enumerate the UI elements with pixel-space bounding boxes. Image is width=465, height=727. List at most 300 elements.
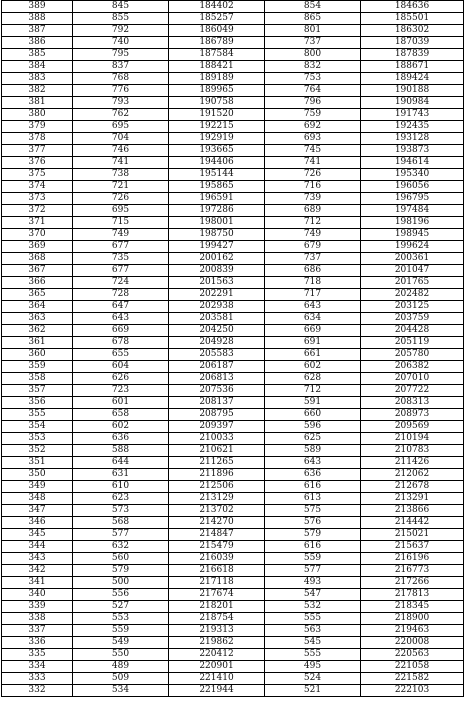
count-b-cell: 737	[265, 253, 361, 265]
count-b-cell: 589	[265, 445, 361, 457]
count-b-cell: 524	[265, 673, 361, 685]
cumulative-b-cell: 202482	[361, 289, 464, 301]
cumulative-a-cell: 218201	[169, 601, 265, 613]
cumulative-b-cell: 192435	[361, 121, 464, 133]
count-a-cell: 837	[73, 61, 169, 73]
count-a-cell: 795	[73, 49, 169, 61]
score-cell: 337	[2, 625, 73, 637]
cumulative-a-cell: 189189	[169, 73, 265, 85]
cumulative-a-cell: 198001	[169, 217, 265, 229]
count-a-cell: 553	[73, 613, 169, 625]
cumulative-b-cell: 217813	[361, 589, 464, 601]
count-b-cell: 686	[265, 265, 361, 277]
table-row	[2, 49, 464, 61]
cumulative-b-cell: 216773	[361, 565, 464, 577]
score-cell: 339	[2, 601, 73, 613]
cumulative-b-cell: 196056	[361, 181, 464, 193]
cumulative-a-cell: 221410	[169, 673, 265, 685]
count-a-cell: 560	[73, 553, 169, 565]
cumulative-b-cell: 205119	[361, 337, 464, 349]
count-b-cell: 575	[265, 505, 361, 517]
cumulative-b-cell: 204428	[361, 325, 464, 337]
count-a-cell: 631	[73, 469, 169, 481]
count-b-cell: 749	[265, 229, 361, 241]
score-cell: 380	[2, 109, 73, 121]
cumulative-a-cell: 216039	[169, 553, 265, 565]
table-row	[2, 169, 464, 181]
cumulative-b-cell: 185501	[361, 13, 464, 25]
cumulative-b-cell: 189424	[361, 73, 464, 85]
cumulative-b-cell: 221058	[361, 661, 464, 673]
count-a-cell: 527	[73, 601, 169, 613]
count-b-cell: 832	[265, 61, 361, 73]
cumulative-a-cell: 200839	[169, 265, 265, 277]
table-row	[2, 469, 464, 481]
table-row	[2, 373, 464, 385]
score-cell: 352	[2, 445, 73, 457]
count-a-cell: 623	[73, 493, 169, 505]
count-a-cell: 644	[73, 457, 169, 469]
count-a-cell: 588	[73, 445, 169, 457]
table-row	[2, 493, 464, 505]
count-b-cell: 712	[265, 385, 361, 397]
table-row	[2, 1, 464, 13]
count-a-cell: 604	[73, 361, 169, 373]
count-b-cell: 495	[265, 661, 361, 673]
count-b-cell: 759	[265, 109, 361, 121]
cumulative-b-cell: 209569	[361, 421, 464, 433]
count-b-cell: 796	[265, 97, 361, 109]
table-row	[2, 361, 464, 373]
cumulative-a-cell: 206813	[169, 373, 265, 385]
count-b-cell: 555	[265, 649, 361, 661]
score-cell: 376	[2, 157, 73, 169]
table-row	[2, 217, 464, 229]
cumulative-b-cell: 190984	[361, 97, 464, 109]
cumulative-b-cell: 212678	[361, 481, 464, 493]
cumulative-a-cell: 204250	[169, 325, 265, 337]
table-row	[2, 601, 464, 613]
count-a-cell: 762	[73, 109, 169, 121]
score-cell: 381	[2, 97, 73, 109]
cumulative-b-cell: 208973	[361, 409, 464, 421]
count-b-cell: 691	[265, 337, 361, 349]
score-cell: 346	[2, 517, 73, 529]
count-b-cell: 745	[265, 145, 361, 157]
cumulative-b-cell: 187839	[361, 49, 464, 61]
cumulative-b-cell: 212062	[361, 469, 464, 481]
count-b-cell: 764	[265, 85, 361, 97]
cumulative-a-cell: 192215	[169, 121, 265, 133]
count-a-cell: 855	[73, 13, 169, 25]
cumulative-b-cell: 203759	[361, 313, 464, 325]
cumulative-a-cell: 212506	[169, 481, 265, 493]
score-cell: 335	[2, 649, 73, 661]
count-a-cell: 568	[73, 517, 169, 529]
count-b-cell: 661	[265, 349, 361, 361]
cumulative-a-cell: 214847	[169, 529, 265, 541]
count-a-cell: 577	[73, 529, 169, 541]
table-row	[2, 577, 464, 589]
table-row	[2, 145, 464, 157]
table-row	[2, 517, 464, 529]
score-cell: 385	[2, 49, 73, 61]
cumulative-a-cell: 208137	[169, 397, 265, 409]
count-b-cell: 679	[265, 241, 361, 253]
score-cell: 373	[2, 193, 73, 205]
table-row	[2, 109, 464, 121]
cumulative-a-cell: 207536	[169, 385, 265, 397]
count-a-cell: 845	[73, 1, 169, 13]
score-cell: 365	[2, 289, 73, 301]
count-b-cell: 693	[265, 133, 361, 145]
cumulative-b-cell: 205780	[361, 349, 464, 361]
cumulative-a-cell: 194406	[169, 157, 265, 169]
count-b-cell: 801	[265, 25, 361, 37]
table-row	[2, 481, 464, 493]
score-cell: 366	[2, 277, 73, 289]
count-a-cell: 724	[73, 277, 169, 289]
table-row	[2, 649, 464, 661]
score-cell: 375	[2, 169, 73, 181]
count-b-cell: 689	[265, 205, 361, 217]
cumulative-a-cell: 184402	[169, 1, 265, 13]
count-a-cell: 695	[73, 121, 169, 133]
cumulative-a-cell: 206187	[169, 361, 265, 373]
count-a-cell: 556	[73, 589, 169, 601]
table-row	[2, 421, 464, 433]
cumulative-a-cell: 189965	[169, 85, 265, 97]
cumulative-a-cell: 200162	[169, 253, 265, 265]
count-b-cell: 596	[265, 421, 361, 433]
count-a-cell: 579	[73, 565, 169, 577]
count-a-cell: 715	[73, 217, 169, 229]
score-cell: 384	[2, 61, 73, 73]
count-a-cell: 601	[73, 397, 169, 409]
count-b-cell: 576	[265, 517, 361, 529]
cumulative-a-cell: 211896	[169, 469, 265, 481]
score-cell: 347	[2, 505, 73, 517]
cumulative-b-cell: 220008	[361, 637, 464, 649]
count-a-cell: 677	[73, 265, 169, 277]
cumulative-b-cell: 220563	[361, 649, 464, 661]
score-cell: 367	[2, 265, 73, 277]
cumulative-b-cell: 188671	[361, 61, 464, 73]
cumulative-b-cell: 221582	[361, 673, 464, 685]
table-row	[2, 313, 464, 325]
table-row	[2, 85, 464, 97]
count-a-cell: 658	[73, 409, 169, 421]
count-a-cell: 746	[73, 145, 169, 157]
table-row	[2, 637, 464, 649]
count-b-cell: 865	[265, 13, 361, 25]
cumulative-b-cell: 218345	[361, 601, 464, 613]
table-row	[2, 121, 464, 133]
table-row	[2, 673, 464, 685]
score-cell: 356	[2, 397, 73, 409]
table-row	[2, 685, 464, 697]
count-b-cell: 555	[265, 613, 361, 625]
table-row	[2, 529, 464, 541]
count-a-cell: 669	[73, 325, 169, 337]
cumulative-b-cell: 197484	[361, 205, 464, 217]
cumulative-a-cell: 213702	[169, 505, 265, 517]
count-b-cell: 602	[265, 361, 361, 373]
count-a-cell: 550	[73, 649, 169, 661]
cumulative-a-cell: 186789	[169, 37, 265, 49]
score-cell: 379	[2, 121, 73, 133]
count-b-cell: 636	[265, 469, 361, 481]
table-row	[2, 397, 464, 409]
count-b-cell: 712	[265, 217, 361, 229]
table-row	[2, 277, 464, 289]
cumulative-a-cell: 214270	[169, 517, 265, 529]
cumulative-b-cell: 200361	[361, 253, 464, 265]
cumulative-a-cell: 216618	[169, 565, 265, 577]
table-row	[2, 349, 464, 361]
score-cell: 364	[2, 301, 73, 313]
table-row	[2, 457, 464, 469]
table-row	[2, 589, 464, 601]
cumulative-a-cell: 219313	[169, 625, 265, 637]
score-cell: 363	[2, 313, 73, 325]
table-row	[2, 565, 464, 577]
score-cell: 371	[2, 217, 73, 229]
cumulative-a-cell: 185257	[169, 13, 265, 25]
count-b-cell: 692	[265, 121, 361, 133]
cumulative-b-cell: 184636	[361, 1, 464, 13]
table-row	[2, 61, 464, 73]
cumulative-b-cell: 186302	[361, 25, 464, 37]
score-cell: 344	[2, 541, 73, 553]
cumulative-a-cell: 220901	[169, 661, 265, 673]
cumulative-a-cell: 199427	[169, 241, 265, 253]
score-cell: 368	[2, 253, 73, 265]
count-b-cell: 577	[265, 565, 361, 577]
count-a-cell: 655	[73, 349, 169, 361]
cumulative-b-cell: 198196	[361, 217, 464, 229]
score-cell: 343	[2, 553, 73, 565]
count-a-cell: 549	[73, 637, 169, 649]
cumulative-b-cell: 218900	[361, 613, 464, 625]
cumulative-a-cell: 191520	[169, 109, 265, 121]
table-row	[2, 325, 464, 337]
cumulative-a-cell: 192919	[169, 133, 265, 145]
cumulative-a-cell: 218754	[169, 613, 265, 625]
cumulative-b-cell: 194614	[361, 157, 464, 169]
cumulative-a-cell: 204928	[169, 337, 265, 349]
score-cell: 345	[2, 529, 73, 541]
count-a-cell: 534	[73, 685, 169, 697]
cumulative-a-cell: 196591	[169, 193, 265, 205]
count-a-cell: 632	[73, 541, 169, 553]
count-a-cell: 738	[73, 169, 169, 181]
score-cell: 332	[2, 685, 73, 697]
table-row	[2, 13, 464, 25]
count-a-cell: 500	[73, 577, 169, 589]
count-b-cell: 613	[265, 493, 361, 505]
table-row	[2, 25, 464, 37]
count-b-cell: 741	[265, 157, 361, 169]
cumulative-b-cell: 199624	[361, 241, 464, 253]
cumulative-b-cell: 217266	[361, 577, 464, 589]
count-a-cell: 636	[73, 433, 169, 445]
table-row	[2, 229, 464, 241]
count-b-cell: 634	[265, 313, 361, 325]
cumulative-a-cell: 219862	[169, 637, 265, 649]
count-b-cell: 563	[265, 625, 361, 637]
cumulative-b-cell: 213291	[361, 493, 464, 505]
score-cell: 377	[2, 145, 73, 157]
table-row	[2, 541, 464, 553]
count-b-cell: 660	[265, 409, 361, 421]
cumulative-a-cell: 208795	[169, 409, 265, 421]
count-a-cell: 776	[73, 85, 169, 97]
cumulative-a-cell: 203581	[169, 313, 265, 325]
score-cell: 342	[2, 565, 73, 577]
cumulative-a-cell: 186049	[169, 25, 265, 37]
count-a-cell: 643	[73, 313, 169, 325]
cumulative-b-cell: 207010	[361, 373, 464, 385]
table-row	[2, 613, 464, 625]
cumulative-a-cell: 187584	[169, 49, 265, 61]
cumulative-b-cell: 210783	[361, 445, 464, 457]
cumulative-b-cell: 201765	[361, 277, 464, 289]
score-cell: 333	[2, 673, 73, 685]
count-a-cell: 792	[73, 25, 169, 37]
table-row	[2, 433, 464, 445]
score-cell: 362	[2, 325, 73, 337]
count-a-cell: 626	[73, 373, 169, 385]
cumulative-b-cell: 216196	[361, 553, 464, 565]
cumulative-b-cell: 215021	[361, 529, 464, 541]
table-row	[2, 625, 464, 637]
cumulative-b-cell: 206382	[361, 361, 464, 373]
score-cell: 355	[2, 409, 73, 421]
cumulative-a-cell: 193665	[169, 145, 265, 157]
score-cell: 341	[2, 577, 73, 589]
cumulative-b-cell: 215637	[361, 541, 464, 553]
cumulative-b-cell: 187039	[361, 37, 464, 49]
count-a-cell: 793	[73, 97, 169, 109]
cumulative-b-cell: 191743	[361, 109, 464, 121]
count-b-cell: 532	[265, 601, 361, 613]
table-row	[2, 73, 464, 85]
count-a-cell: 489	[73, 661, 169, 673]
cumulative-a-cell: 195865	[169, 181, 265, 193]
cumulative-a-cell: 215479	[169, 541, 265, 553]
count-a-cell: 741	[73, 157, 169, 169]
count-a-cell: 728	[73, 289, 169, 301]
table-row	[2, 337, 464, 349]
score-cell: 360	[2, 349, 73, 361]
cumulative-b-cell: 219463	[361, 625, 464, 637]
cumulative-a-cell: 211265	[169, 457, 265, 469]
cumulative-a-cell: 220412	[169, 649, 265, 661]
score-cell: 382	[2, 85, 73, 97]
table-row	[2, 301, 464, 313]
count-b-cell: 737	[265, 37, 361, 49]
cumulative-b-cell: 201047	[361, 265, 464, 277]
table-row	[2, 181, 464, 193]
score-cell: 358	[2, 373, 73, 385]
cumulative-b-cell: 190188	[361, 85, 464, 97]
score-cell: 334	[2, 661, 73, 673]
cumulative-b-cell: 195340	[361, 169, 464, 181]
count-b-cell: 717	[265, 289, 361, 301]
count-b-cell: 545	[265, 637, 361, 649]
cumulative-b-cell: 211426	[361, 457, 464, 469]
count-a-cell: 602	[73, 421, 169, 433]
cumulative-b-cell: 207722	[361, 385, 464, 397]
table-row	[2, 205, 464, 217]
cumulative-a-cell: 201563	[169, 277, 265, 289]
count-a-cell: 573	[73, 505, 169, 517]
count-b-cell: 854	[265, 1, 361, 13]
cumulative-a-cell: 198750	[169, 229, 265, 241]
score-cell: 361	[2, 337, 73, 349]
count-b-cell: 591	[265, 397, 361, 409]
score-cell: 350	[2, 469, 73, 481]
table-row	[2, 253, 464, 265]
count-b-cell: 625	[265, 433, 361, 445]
count-a-cell: 768	[73, 73, 169, 85]
score-cell: 354	[2, 421, 73, 433]
cumulative-b-cell: 193873	[361, 145, 464, 157]
cumulative-b-cell: 203125	[361, 301, 464, 313]
count-b-cell: 739	[265, 193, 361, 205]
count-a-cell: 677	[73, 241, 169, 253]
score-cell: 383	[2, 73, 73, 85]
count-b-cell: 616	[265, 481, 361, 493]
score-cell: 386	[2, 37, 73, 49]
cumulative-a-cell: 217674	[169, 589, 265, 601]
cumulative-a-cell: 188421	[169, 61, 265, 73]
table-row	[2, 505, 464, 517]
count-b-cell: 753	[265, 73, 361, 85]
table-row	[2, 157, 464, 169]
count-a-cell: 695	[73, 205, 169, 217]
score-cell: 389	[2, 1, 73, 13]
count-a-cell: 610	[73, 481, 169, 493]
table-row	[2, 409, 464, 421]
cumulative-b-cell: 214442	[361, 517, 464, 529]
table-row	[2, 445, 464, 457]
cumulative-a-cell: 210621	[169, 445, 265, 457]
cumulative-a-cell: 217118	[169, 577, 265, 589]
score-cell: 370	[2, 229, 73, 241]
count-b-cell: 800	[265, 49, 361, 61]
cumulative-b-cell: 213866	[361, 505, 464, 517]
count-b-cell: 579	[265, 529, 361, 541]
count-b-cell: 716	[265, 181, 361, 193]
cumulative-a-cell: 190758	[169, 97, 265, 109]
count-b-cell: 628	[265, 373, 361, 385]
count-a-cell: 723	[73, 385, 169, 397]
count-a-cell: 509	[73, 673, 169, 685]
count-b-cell: 616	[265, 541, 361, 553]
cumulative-a-cell: 221944	[169, 685, 265, 697]
score-cell: 349	[2, 481, 73, 493]
table-row	[2, 661, 464, 673]
count-b-cell: 559	[265, 553, 361, 565]
table-row	[2, 193, 464, 205]
cumulative-a-cell: 202938	[169, 301, 265, 313]
count-b-cell: 718	[265, 277, 361, 289]
count-a-cell: 704	[73, 133, 169, 145]
cumulative-a-cell: 209397	[169, 421, 265, 433]
score-cell: 338	[2, 613, 73, 625]
